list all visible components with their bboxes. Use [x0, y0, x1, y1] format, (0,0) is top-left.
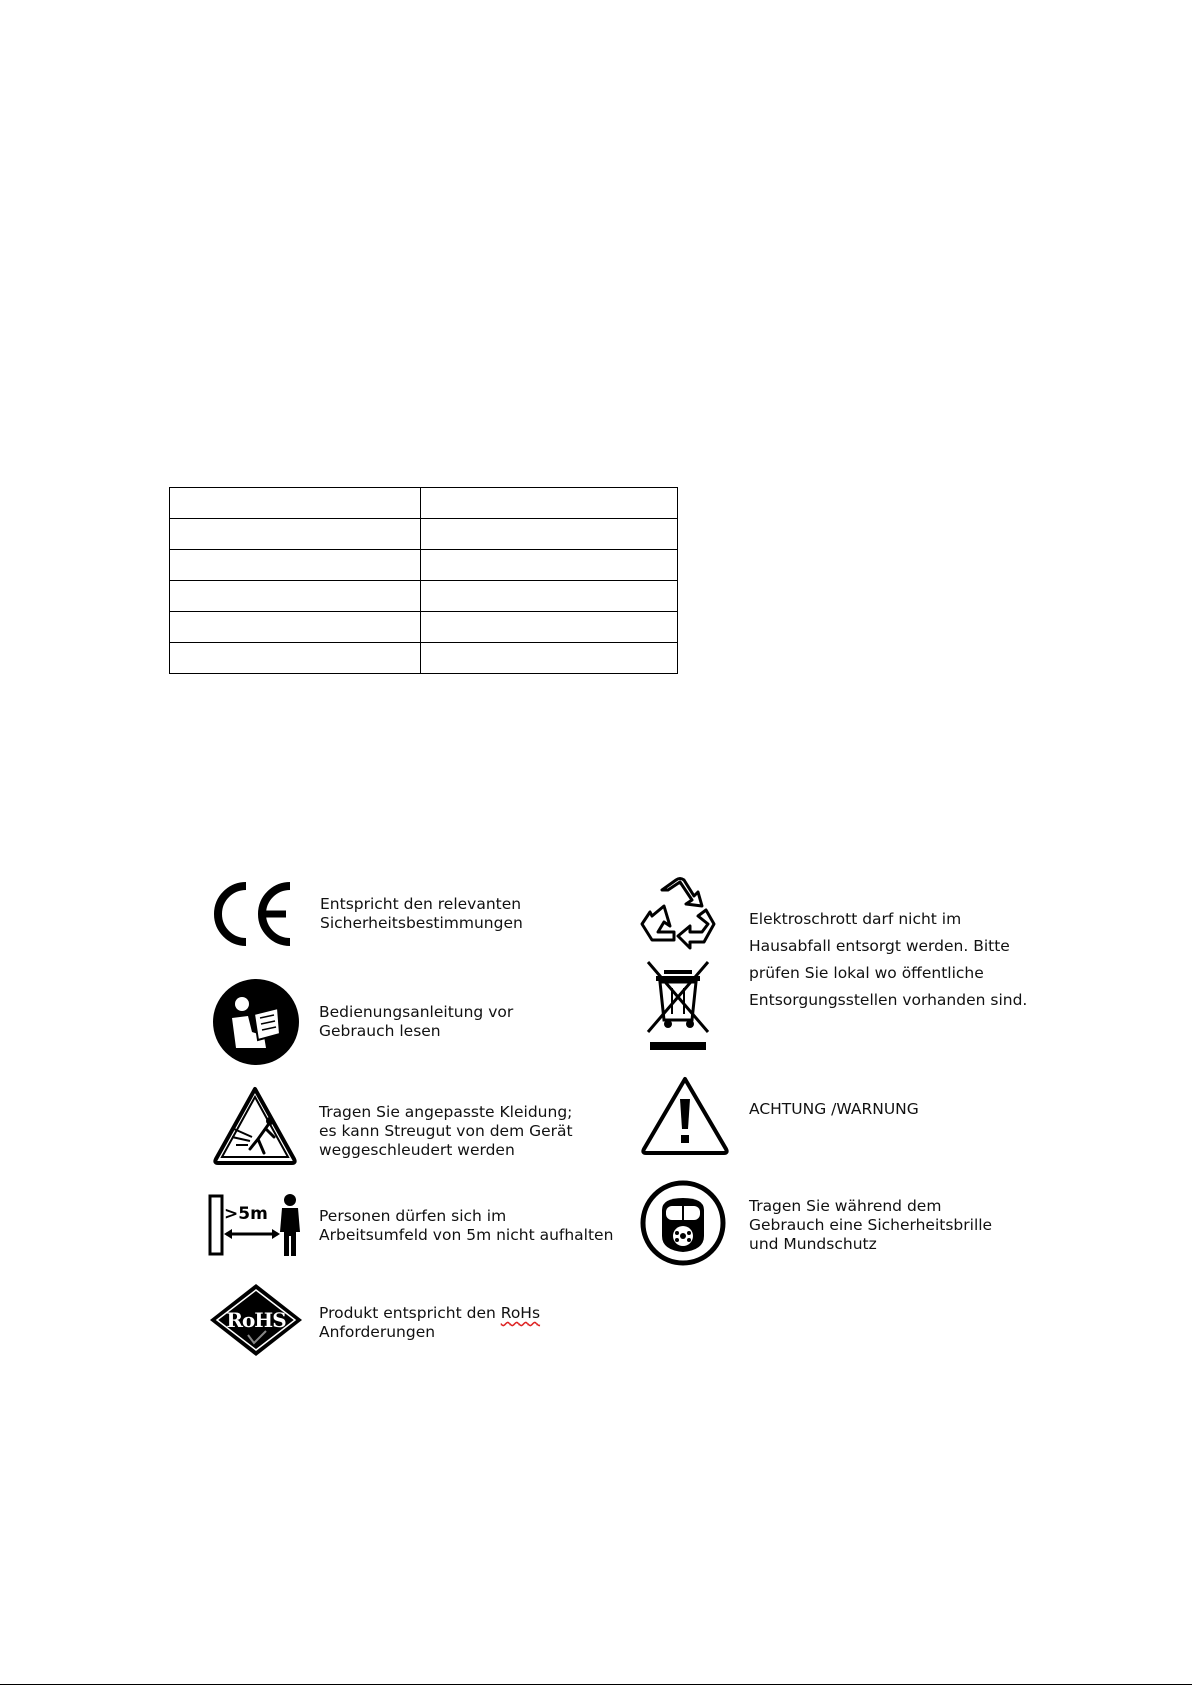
rohs-icon: [208, 1283, 304, 1357]
table-cell: [170, 488, 421, 519]
ce-description: Entspricht den relevanten Sicherheitsbestimmungen: [320, 895, 523, 932]
flying-debris-warning-icon: [212, 1085, 298, 1165]
ce-mark-icon: [208, 878, 298, 950]
table-row: [170, 519, 678, 550]
warning-exclamation-icon: [640, 1075, 730, 1155]
distance-description: Personen dürfen sich im Arbeitsumfeld von 5m nicht aufhalten: [319, 1207, 614, 1244]
weee-description: Elektroschrott darf nicht im Hausabfall entsorgt werden. Bitte prüfen Sie lokal wo öffentliche Entsorgungsstellen vorhanden sind.: [749, 910, 1028, 1009]
read-manual-description: Bedienungsanleitung vor Gebrauch lesen: [319, 1003, 514, 1040]
safety-goggles-mask-icon: [640, 1180, 726, 1266]
table-cell: [421, 550, 678, 581]
table-row: [170, 488, 678, 519]
goggles-description: Tragen Sie während dem Gebrauch eine Sicherheitsbrille und Mundschutz: [749, 1197, 993, 1253]
table-row: [170, 612, 678, 643]
table-cell: [170, 550, 421, 581]
table-row: [170, 643, 678, 674]
svg-text:RoHS: RoHS: [226, 1308, 286, 1332]
table-cell: [170, 581, 421, 612]
table-cell: [421, 612, 678, 643]
table-cell: [421, 581, 678, 612]
weee-crossed-bin-icon: [644, 960, 712, 1052]
keep-distance-5m-icon: [208, 1192, 304, 1258]
read-manual-icon: [212, 978, 300, 1066]
clothing-description: Tragen Sie angepasste Kleidung; es kann Streugut von dem Gerät weggeschleudert werden: [319, 1103, 573, 1159]
recycle-icon: [640, 878, 716, 950]
spec-table: [169, 487, 678, 674]
table-cell: [170, 643, 421, 674]
table-row: [170, 550, 678, 581]
table-row: [170, 581, 678, 612]
svg-text:>5m: >5m: [224, 1204, 268, 1224]
table-cell: [421, 488, 678, 519]
table-cell: [170, 612, 421, 643]
rohs-description: Produkt entspricht den RoHs Anforderungen: [319, 1304, 541, 1341]
table-cell: [421, 519, 678, 550]
warning-description: ACHTUNG /WARNUNG: [749, 1100, 919, 1118]
table-cell: [170, 519, 421, 550]
table-cell: [421, 643, 678, 674]
